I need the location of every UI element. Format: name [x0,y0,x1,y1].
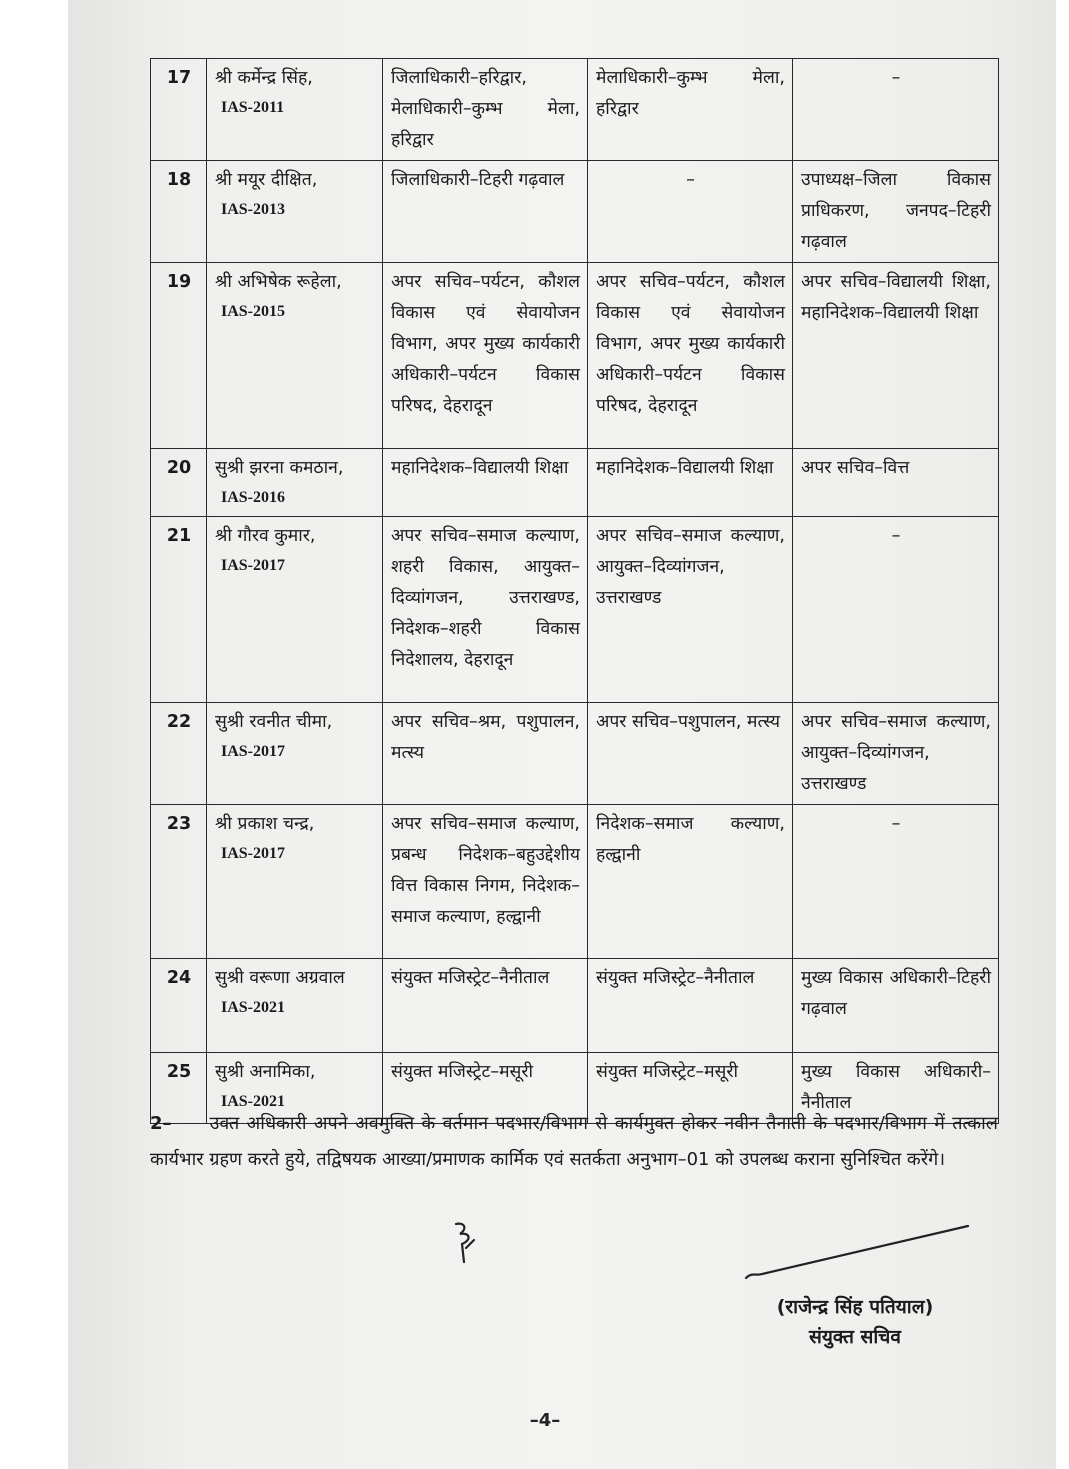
officer-name: श्री अभिषेक रूहेला, [215,272,342,292]
officer-name: श्री गौरव कुमार, [215,526,316,546]
officer-cell [207,59,383,161]
officer-cell [207,959,383,1053]
serial-number: 17 [151,59,207,161]
current-post: अपर सचिव–श्रम, पशुपालन, मत्स्य [383,703,588,805]
officer-postings-table [150,58,999,1124]
current-post: अपर सचिव–पर्यटन, कौशल विकास एवं सेवायोजन विभाग, अपर मुख्य कार्यकारी अधिकारी–पर्यटन विकास परिषद, देहरादून [383,263,588,449]
relieved-post: मेलाधिकारी–कुम्भ मेला, हरिद्वार [588,59,793,161]
signatory-block [740,1292,970,1352]
new-post: अपर सचिव–विद्यालयी शिक्षा, महानिदेशक–विद्यालयी शिक्षा [793,263,999,449]
serial-number: 20 [151,449,207,517]
new-post: अपर सचिव–वित्त [793,449,999,517]
officer-cell [207,517,383,703]
table-row [151,161,999,263]
serial-number: 21 [151,517,207,703]
officer-cell [207,449,383,517]
relieved-post: निदेशक–समाज कल्याण, हल्द्वानी [588,805,793,959]
relieved-post: अपर सचिव–पर्यटन, कौशल विकास एवं सेवायोजन विभाग, अपर मुख्य कार्यकारी अधिकारी–पर्यटन विकास परिषद, देहरादून [588,263,793,449]
page-number: –4– [529,1410,561,1431]
current-post: जिलाधिकारी–टिहरी गढ़वाल [383,161,588,263]
relieved-post: महानिदेशक–विद्यालयी शिक्षा [588,449,793,517]
officer-batch: IAS-2017 [221,845,286,862]
serial-number: 18 [151,161,207,263]
relieved-post: अपर सचिव–पशुपालन, मत्स्य [588,703,793,805]
officer-name: श्री मयूर दीक्षित, [215,170,318,190]
new-post: – [793,59,999,161]
serial-number: 24 [151,959,207,1053]
current-post: महानिदेशक–विद्यालयी शिक्षा [383,449,588,517]
officer-name: श्री कर्मेन्द्र सिंह, [215,68,313,88]
relieved-post: अपर सचिव–समाज कल्याण, आयुक्त–दिव्यांगजन, उत्तराखण्ड [588,517,793,703]
officer-cell [207,263,383,449]
officer-batch: IAS-2016 [221,489,286,506]
table-row [151,805,999,959]
table-body [151,59,999,1124]
paragraph-text: उक्त अधिकारी अपने अवमुक्ति के वर्तमान पदभार/विभाग से कार्यमुक्त होकर नवीन तैनाती के पदभार/विभाग में तत्काल कार्यभार ग्रहण करते हुये, तद्विषयक आख्या/प्रमाणक कार्मिक एवं सतर्कता अनुभाग–01 को उपलब्ध कराना सुनिश्चित करेंगे। [150,1113,998,1170]
page-margin [1056,0,1069,1469]
new-post: अपर सचिव–समाज कल्याण, आयुक्त–दिव्यांगजन, उत्तराखण्ड [793,703,999,805]
current-post: अपर सचिव–समाज कल्याण, प्रबन्ध निदेशक–बहुउद्देशीय वित्त विकास निगम, निदेशक–समाज कल्याण, हल्द्वानी [383,805,588,959]
signatory-designation: संयुक्त सचिव [809,1326,901,1348]
officer-batch: IAS-2011 [221,99,285,116]
officer-batch: IAS-2015 [221,303,286,320]
table-row [151,263,999,449]
table-row [151,517,999,703]
officer-name: श्री प्रकाश चन्द्र, [215,814,315,834]
paragraph-number: 2– [150,1113,172,1134]
serial-number: 19 [151,263,207,449]
initial-mark [450,1218,480,1268]
table-row [151,59,999,161]
current-post: जिलाधिकारी–हरिद्वार, मेलाधिकारी–कुम्भ मेला, हरिद्वार [383,59,588,161]
serial-number: 25 [151,1053,207,1124]
officer-name: सुश्री रवनीत चीमा, [215,712,333,732]
signature-stroke [740,1220,980,1290]
relieved-post: संयुक्त मजिस्ट्रेट–मसूरी [588,1053,793,1124]
new-post: मुख्य विकास अधिकारी–टिहरी गढ़वाल [793,959,999,1053]
officer-name: सुश्री वरूणा अग्रवाल [215,968,345,988]
officer-batch: IAS-2021 [221,999,286,1016]
table-row [151,703,999,805]
officer-cell [207,805,383,959]
current-post: अपर सचिव–समाज कल्याण, शहरी विकास, आयुक्त–दिव्यांगजन, उत्तराखण्ड, निदेशक–शहरी विकास निदेशालय, देहरादून [383,517,588,703]
officer-batch: IAS-2017 [221,743,286,760]
officer-batch: IAS-2013 [221,201,286,218]
officer-name: सुश्री झरना कमठान, [215,458,344,478]
officer-name: सुश्री अनामिका, [215,1062,316,1082]
signatory-name: (राजेन्द्र सिंह पतियाल) [776,1296,934,1318]
new-post: – [793,805,999,959]
relieved-post: संयुक्त मजिस्ट्रेट–नैनीताल [588,959,793,1053]
table-row [151,959,999,1053]
officer-batch: IAS-2021 [221,1093,286,1110]
current-post: संयुक्त मजिस्ट्रेट–मसूरी [383,1053,588,1124]
new-post: – [793,517,999,703]
new-post: उपाध्यक्ष–जिला विकास प्राधिकरण, जनपद–टिहरी गढ़वाल [793,161,999,263]
officer-batch: IAS-2017 [221,557,286,574]
serial-number: 22 [151,703,207,805]
serial-number: 23 [151,805,207,959]
relieved-post: – [588,161,793,263]
officer-cell [207,161,383,263]
table-row [151,449,999,517]
new-post: मुख्य विकास अधिकारी–नैनीताल [793,1053,999,1124]
officer-cell [207,703,383,805]
current-post: संयुक्त मजिस्ट्रेट–नैनीताल [383,959,588,1053]
instruction-paragraph [150,1106,998,1178]
